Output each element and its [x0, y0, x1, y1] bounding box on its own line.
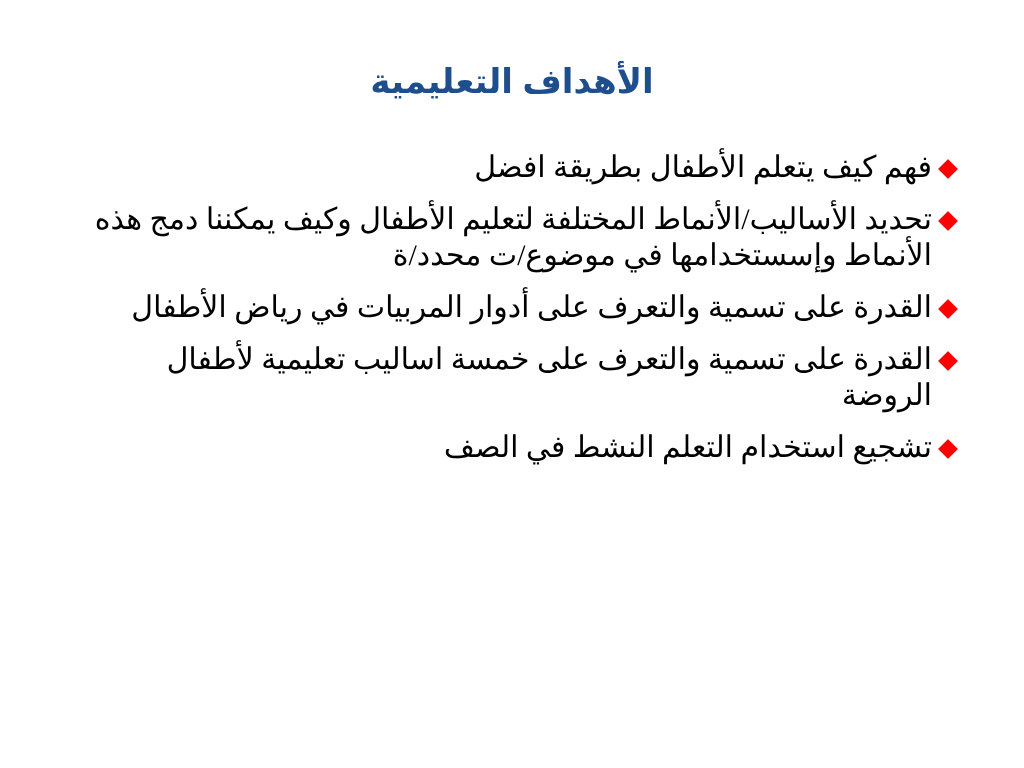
list-item-text: القدرة على تسمية والتعرف على خمسة اساليب تعليمية لأطفال الروضة	[166, 343, 932, 412]
slide-title: الأهداف التعليمية	[370, 63, 654, 101]
list-item-text: تحديد الأساليب/الأنماط المختلفة لتعليم الأطفال وكيف يمكننا دمج هذه الأنماط وإسستخدامها في موضوع/ت محدد/ة	[94, 203, 932, 272]
list-item	[82, 202, 962, 274]
list-item	[82, 430, 962, 466]
list-item-text: القدرة على تسمية والتعرف على أدوار المربيات في رياض الأطفال	[131, 291, 932, 324]
red-diamond-icon	[932, 342, 962, 378]
list-item	[82, 150, 962, 186]
red-diamond-icon	[932, 150, 962, 186]
red-diamond-icon	[932, 430, 962, 466]
list-item-text: فهم كيف يتعلم الأطفال بطريقة افضل	[474, 151, 932, 184]
list-item	[82, 342, 962, 414]
red-diamond-icon	[932, 202, 962, 238]
list-item	[82, 290, 962, 326]
list-item-text: تشجيع استخدام التعلم النشط في الصف	[443, 431, 932, 464]
objectives-list	[82, 150, 962, 482]
red-diamond-icon	[932, 290, 962, 326]
